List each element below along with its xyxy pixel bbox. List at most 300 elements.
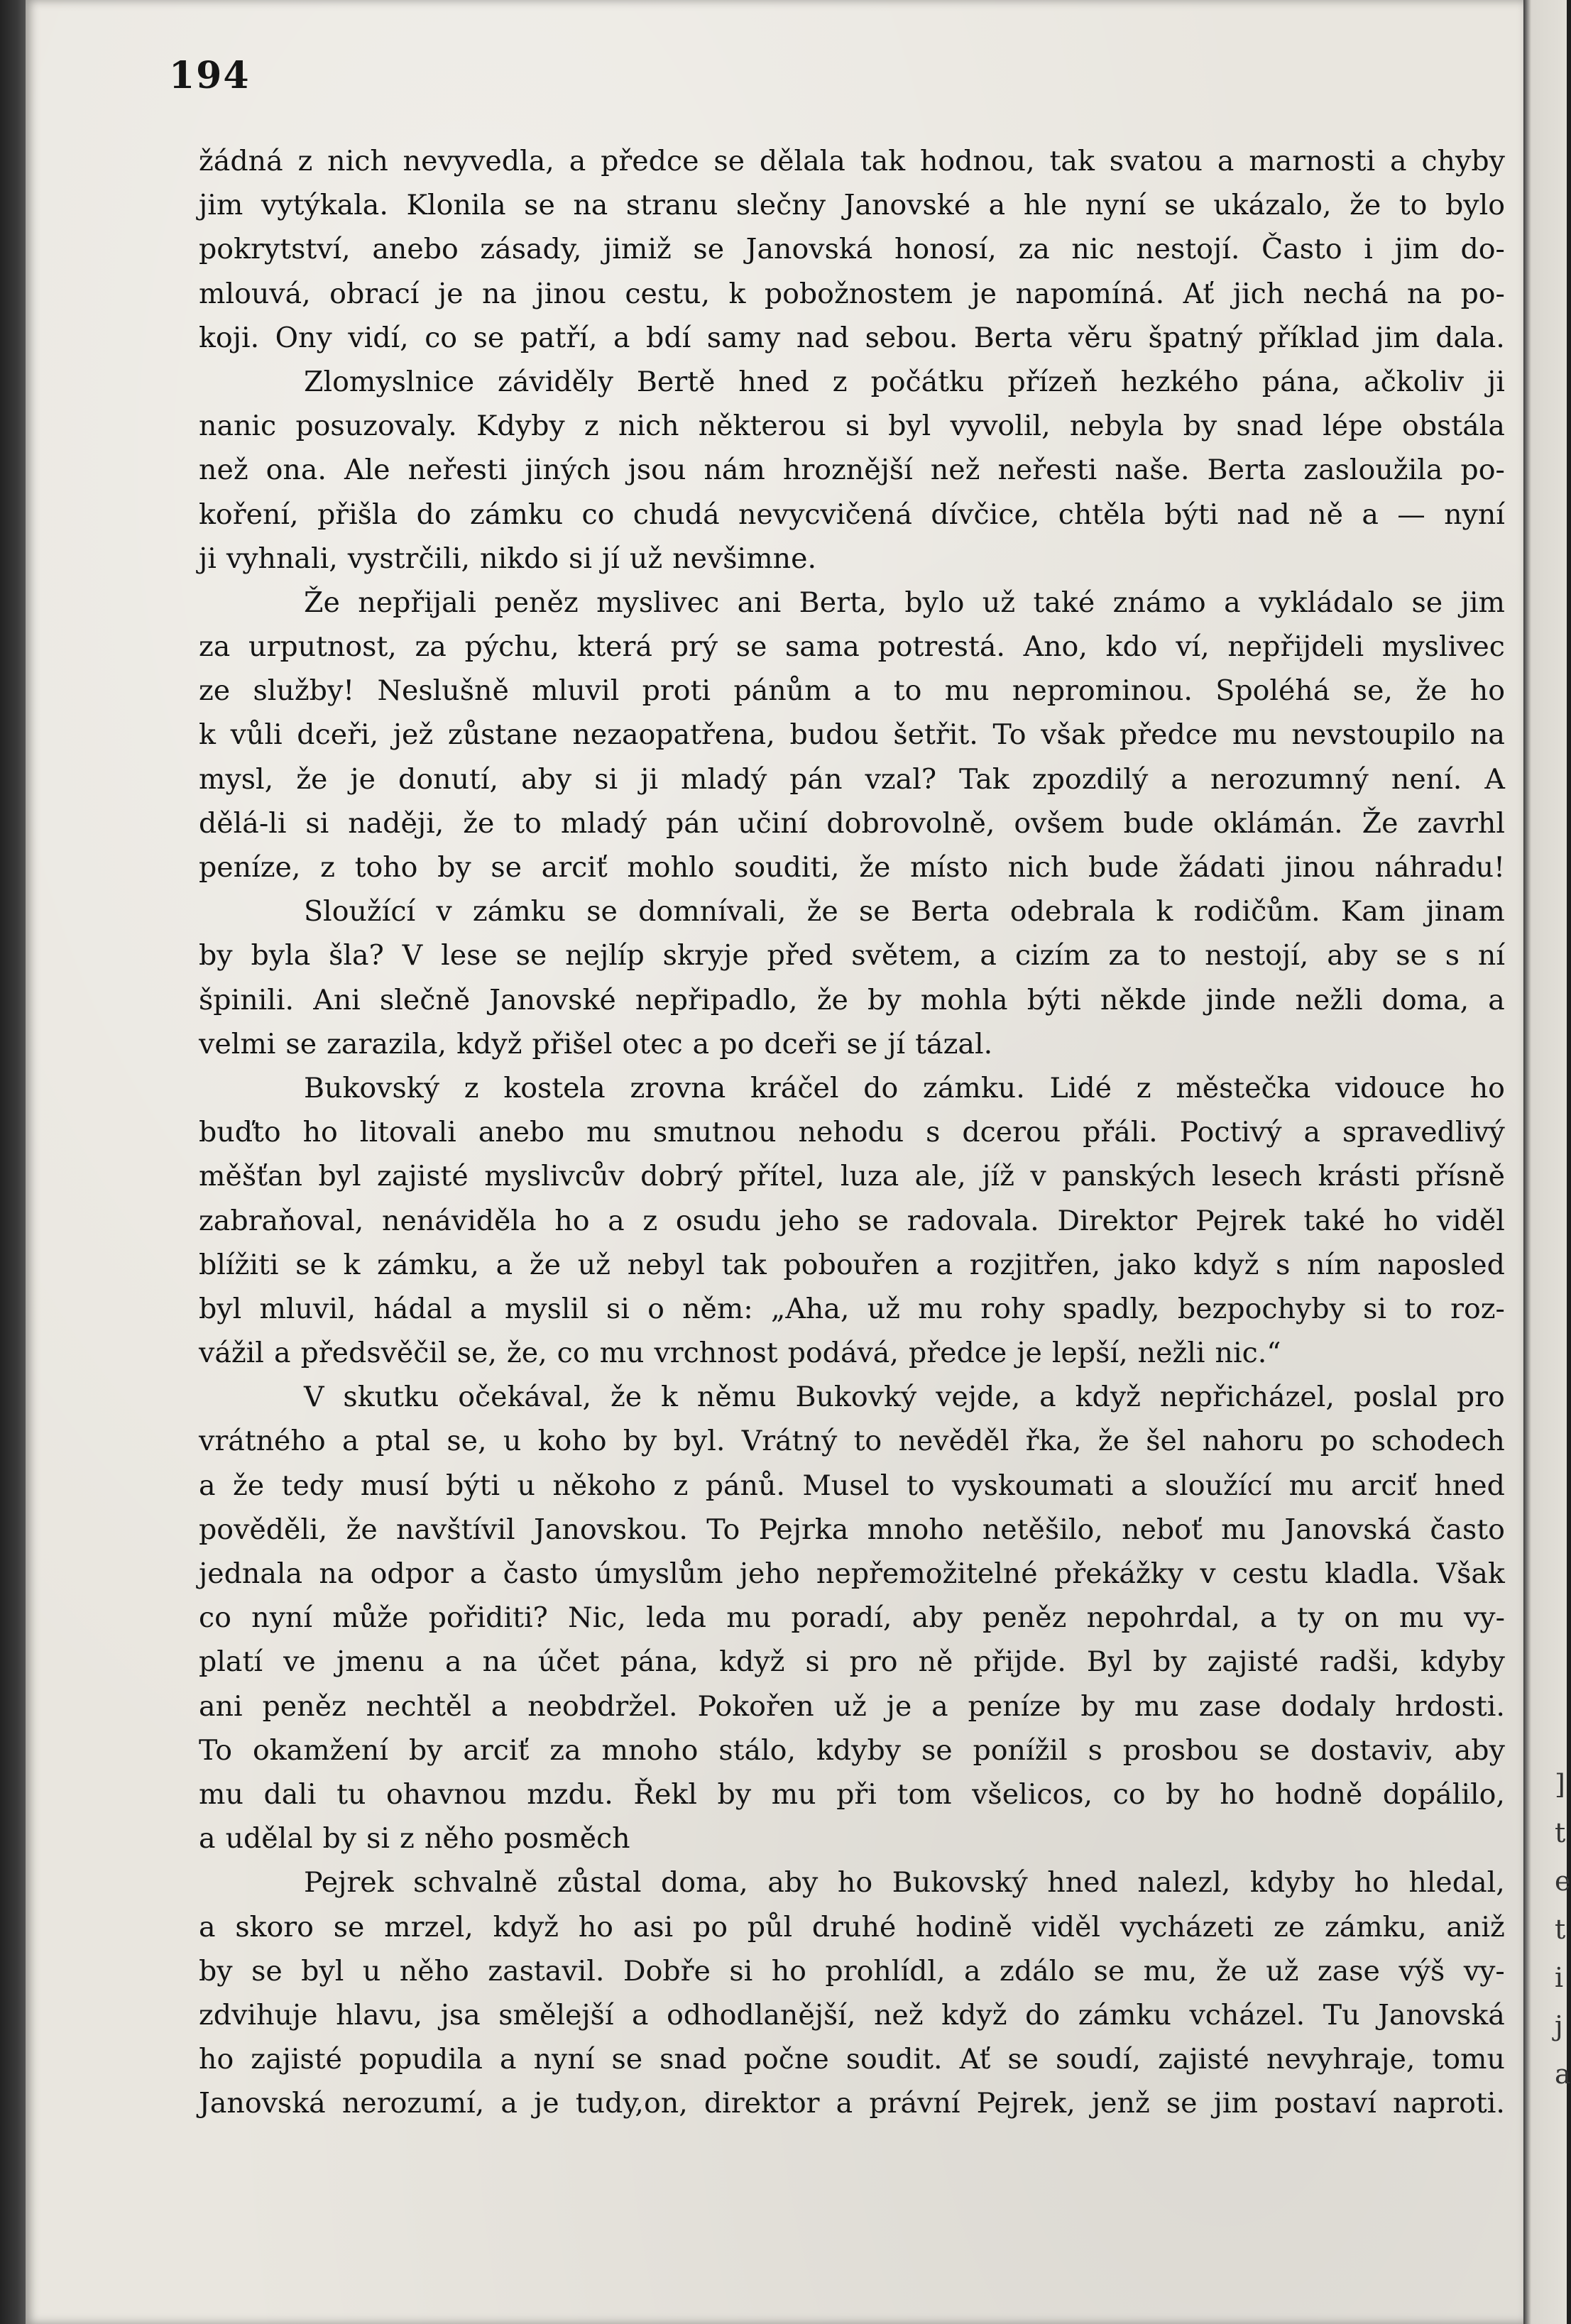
word: domnívali, — [638, 895, 787, 928]
word: si — [845, 410, 869, 443]
word: a — [836, 2087, 853, 2120]
word: druhé — [811, 1910, 897, 1944]
word: očekával, — [458, 1381, 592, 1414]
word: velmi — [199, 1027, 276, 1060]
word: obrací — [329, 277, 420, 310]
word: leda — [646, 1601, 706, 1635]
word: toho — [354, 851, 418, 884]
word: jich — [1232, 277, 1285, 310]
word: myslil — [504, 1292, 589, 1325]
word: v — [1030, 1160, 1046, 1193]
word: urputnost, — [248, 630, 397, 664]
word: peníze, — [199, 851, 301, 884]
word: popudila — [359, 2043, 483, 2076]
word: je — [886, 1689, 912, 1723]
word: do — [1025, 1998, 1061, 2032]
word: pořiditi? — [428, 1601, 548, 1635]
text-line — [199, 1684, 1505, 1728]
word: známo — [1112, 586, 1206, 619]
word: by — [1152, 1645, 1187, 1679]
word: peněz — [982, 1601, 1067, 1635]
word: vcházel. — [1189, 1998, 1305, 2032]
word: nepohrdal, — [1086, 1601, 1240, 1635]
word: hodině — [916, 1910, 1012, 1944]
word: zůstal — [557, 1866, 642, 1900]
word: o — [647, 1292, 664, 1325]
word: jim — [1213, 2087, 1259, 2120]
word: obstála — [1401, 410, 1505, 443]
word: na — [573, 189, 608, 222]
word: nevšimne. — [672, 542, 817, 575]
word: jako — [1117, 1248, 1177, 1281]
word: rozjitřen, — [969, 1248, 1101, 1281]
word: poradí, — [791, 1601, 892, 1635]
word: zasloužila — [1303, 454, 1443, 487]
word: Janovská — [1284, 1513, 1412, 1546]
text-line — [199, 801, 1505, 845]
word: tak — [721, 1248, 767, 1281]
word: platí — [199, 1645, 263, 1679]
word: ovšem — [1014, 806, 1105, 840]
word: neobdržel. — [527, 1689, 678, 1723]
word: k — [728, 277, 746, 310]
word: Poctivý — [1179, 1116, 1282, 1149]
word: do — [863, 1071, 899, 1105]
word: bude — [1123, 806, 1194, 840]
word: chtěla — [1058, 498, 1146, 531]
word: nevyhraje, — [1266, 2043, 1416, 2076]
word: byl — [199, 1292, 242, 1325]
word: dceři, — [297, 718, 379, 752]
word: dobrovolně, — [826, 806, 995, 840]
word: a — [980, 939, 997, 972]
word: donutí, — [398, 762, 499, 796]
word: hned — [1047, 1866, 1118, 1900]
word: ho — [771, 1954, 806, 1988]
word: udělal — [225, 1822, 313, 1856]
word: přijde. — [973, 1645, 1066, 1679]
word: přáli. — [1083, 1116, 1158, 1149]
word: je — [971, 277, 997, 310]
word: z — [464, 1071, 479, 1105]
word: jiných — [525, 454, 611, 487]
word: zavrhl — [1417, 806, 1505, 840]
word: nám — [704, 454, 765, 487]
word: peněz — [494, 586, 579, 619]
word: po- — [1460, 277, 1505, 310]
word: zastavil. — [488, 1954, 605, 1988]
word: bylo — [904, 586, 965, 619]
word: špinili. — [199, 983, 295, 1016]
word: co — [199, 1601, 231, 1635]
word: něho — [399, 1954, 469, 1988]
word: býti — [1027, 983, 1081, 1016]
word: ukázalo, — [1213, 189, 1332, 222]
word: z — [400, 1822, 415, 1856]
word: neřesti — [997, 454, 1097, 487]
word: zpozdilý — [1031, 762, 1149, 796]
word: zámku — [469, 498, 564, 531]
word: to — [853, 1425, 882, 1458]
word: myslivec — [596, 586, 720, 619]
word: ona. — [266, 454, 327, 487]
word: tedy — [281, 1469, 344, 1502]
word: také — [1033, 586, 1095, 619]
word: Ať — [959, 2043, 991, 2076]
word: naše. — [1115, 454, 1190, 487]
word: kostela — [503, 1071, 606, 1105]
word: mnoho — [867, 1513, 964, 1546]
word: Berta, — [799, 586, 887, 619]
word: úmyslům — [594, 1557, 723, 1590]
word: anebo — [478, 1116, 565, 1149]
word: arciť — [463, 1733, 530, 1767]
word: mohlo — [627, 851, 715, 884]
word: příklad — [1258, 321, 1359, 354]
text-line — [199, 1375, 1505, 1419]
gutter-letter: t — [1555, 1817, 1566, 1848]
word: šel — [1146, 1425, 1186, 1458]
word: když — [493, 1910, 559, 1944]
word: aby — [767, 1866, 819, 1900]
word: si — [569, 542, 592, 575]
word: mu — [726, 1601, 772, 1635]
word: nepřemožitelné — [816, 1557, 1038, 1590]
word: slečny — [735, 189, 826, 222]
word: dodaly — [1281, 1689, 1376, 1723]
word: a — [1303, 1116, 1321, 1149]
word: učiní — [738, 806, 808, 840]
word: Klonila — [406, 189, 506, 222]
word: ze — [1273, 1910, 1305, 1944]
word: v — [436, 895, 452, 928]
word: že, — [506, 1337, 547, 1370]
word: zdálo — [1000, 1954, 1075, 1988]
word: mladý — [560, 806, 647, 840]
word: dívčice, — [931, 498, 1040, 531]
word: mu — [1288, 1469, 1334, 1502]
word: nic.“ — [1215, 1337, 1281, 1370]
word: koho — [537, 1425, 607, 1458]
word: lesech — [1211, 1160, 1303, 1193]
word: se — [333, 1910, 365, 1944]
word: bezpochyby — [1177, 1292, 1345, 1325]
word: mrzel, — [384, 1910, 474, 1944]
word: zajisté — [1207, 1645, 1299, 1679]
word: skoro — [235, 1910, 314, 1944]
word: pobouřen — [783, 1248, 919, 1281]
word: se — [846, 1027, 878, 1060]
word: vůli — [230, 718, 283, 752]
word: a — [444, 1645, 462, 1679]
word: nežli — [1295, 983, 1363, 1016]
word: se — [858, 1204, 889, 1237]
word: se, — [447, 1425, 487, 1458]
word: pán — [789, 762, 843, 796]
word: než — [873, 1998, 924, 2032]
word: aby — [1454, 1733, 1505, 1767]
text-line — [199, 183, 1505, 227]
word: mu, — [1143, 1954, 1198, 1988]
word: Však — [1436, 1557, 1505, 1590]
word: než — [199, 454, 248, 487]
word: nad — [1237, 498, 1290, 531]
word: vážil — [199, 1337, 264, 1370]
word: jsa — [440, 1998, 481, 2032]
word: tak — [860, 145, 906, 177]
word: dala. — [1435, 321, 1505, 354]
word: Bukovký — [795, 1381, 917, 1414]
word: a — [569, 145, 586, 177]
word: Janovská — [199, 2087, 326, 2120]
word: je — [350, 762, 376, 796]
word: rodičům. — [1193, 895, 1320, 928]
word: mu — [1221, 1513, 1266, 1546]
word: Tu — [1323, 1998, 1360, 2032]
word: předce — [601, 145, 699, 177]
word: nanic — [199, 410, 277, 443]
word: nich — [327, 145, 388, 177]
word: jsou — [628, 454, 686, 487]
word: nejlíp — [565, 939, 645, 972]
word: a — [988, 189, 1006, 222]
page-number: 194 — [169, 54, 251, 97]
word: odebrala — [1009, 895, 1136, 928]
word: žádná — [199, 145, 283, 177]
word: hned — [738, 365, 809, 398]
scan-left-edge — [0, 0, 28, 2324]
word: která — [577, 630, 652, 664]
word: ho — [302, 1116, 338, 1149]
text-line — [199, 493, 1505, 537]
word: že — [296, 762, 328, 796]
word: předce — [1119, 718, 1218, 752]
word: na — [1407, 277, 1443, 310]
word: aby — [1327, 939, 1378, 972]
word: s — [926, 1116, 941, 1149]
word: městečka — [1176, 1071, 1311, 1105]
word: ně — [918, 1645, 953, 1679]
word: nebyla — [1069, 410, 1164, 443]
word: po — [1320, 1425, 1355, 1458]
word: předce — [908, 1337, 1007, 1370]
gutter-letter: e — [1555, 1865, 1571, 1897]
text-line — [199, 360, 1505, 404]
word: smutnou — [652, 1116, 777, 1149]
word: věru — [1068, 321, 1132, 354]
word: se — [1396, 939, 1427, 972]
word: cestu, — [625, 277, 710, 310]
word: výš — [1398, 1954, 1445, 1988]
word: by — [1183, 410, 1217, 443]
word: blížiti — [199, 1248, 279, 1281]
text-line — [199, 1419, 1505, 1463]
word: a — [632, 1998, 649, 2032]
word: ohavnou — [385, 1777, 507, 1811]
word: právní — [869, 2087, 960, 2120]
text-line — [199, 404, 1505, 448]
word: Že — [304, 586, 340, 619]
word: Řekl — [633, 1777, 697, 1811]
word: hodně — [1274, 1777, 1363, 1811]
word: může — [332, 1601, 409, 1635]
word: co — [425, 321, 458, 354]
word: a — [199, 1822, 216, 1856]
word: tak — [1049, 145, 1095, 177]
word: osudu — [675, 1204, 762, 1237]
word: že — [859, 851, 891, 884]
word: ním — [1307, 1248, 1361, 1281]
word: Bertě — [636, 365, 716, 398]
word: měšťan — [199, 1160, 302, 1193]
word: souditi, — [734, 851, 840, 884]
word: neprominou. — [1012, 674, 1193, 708]
word: si — [1363, 1292, 1386, 1325]
word: mysl, — [199, 762, 274, 796]
word: a — [1260, 1601, 1277, 1635]
word: nezaopatřena, — [572, 718, 775, 752]
word: to — [1404, 1292, 1433, 1325]
word: už — [982, 586, 1016, 619]
word: počne — [743, 2043, 829, 2076]
text-line — [199, 1199, 1505, 1243]
word: postaví — [1274, 2087, 1376, 2120]
word: nyní — [533, 2043, 595, 2076]
word: Direktor — [1057, 1204, 1178, 1237]
text-line — [199, 2081, 1505, 2125]
word: a — [964, 1954, 981, 1988]
word: Neslušně — [377, 674, 509, 708]
word: V — [402, 939, 423, 972]
word: a — [608, 1204, 625, 1237]
word: zajisté — [251, 2043, 343, 2076]
word: Bukovský — [892, 1866, 1028, 1900]
word: koji. — [199, 321, 260, 354]
word: nich — [1007, 851, 1069, 884]
word: Byl — [1086, 1645, 1132, 1679]
word: však — [1041, 718, 1105, 752]
word: když — [719, 1645, 785, 1679]
word: Pokořen — [697, 1689, 814, 1723]
word: otec — [622, 1027, 683, 1060]
word: rohy — [980, 1292, 1045, 1325]
word: mu — [1232, 718, 1277, 752]
word: jí — [602, 542, 620, 575]
word: kdo — [1105, 630, 1158, 664]
word: nežli — [1137, 1337, 1205, 1370]
word: lepší, — [1051, 1337, 1128, 1370]
word: spravedlivý — [1342, 1116, 1505, 1149]
word: Janovská — [1378, 1998, 1505, 2032]
word: lépe — [1323, 410, 1383, 443]
word: odhodlanější, — [667, 1998, 856, 2032]
word: sebou. — [865, 321, 958, 354]
word: se — [735, 630, 767, 664]
word: jim — [1394, 233, 1439, 266]
word: a — [1488, 983, 1505, 1016]
word: ho — [1220, 1777, 1255, 1811]
word: si — [594, 762, 618, 796]
gutter-letter: i — [1555, 1962, 1564, 1993]
word: z — [1136, 1071, 1151, 1105]
word: by — [1080, 1689, 1115, 1723]
word: před — [767, 939, 833, 972]
word: půl — [747, 1910, 793, 1944]
word: — — [1397, 498, 1425, 531]
word: vycházeti — [1120, 1910, 1254, 1944]
text-line — [199, 1640, 1505, 1684]
word: hodnou, — [919, 145, 1035, 177]
word: nich — [618, 410, 679, 443]
word: už — [629, 542, 663, 575]
word: a — [199, 1469, 216, 1502]
word: k — [199, 718, 216, 752]
word: snad — [1236, 410, 1303, 443]
word: s — [1276, 1248, 1291, 1281]
word: jinou — [1284, 851, 1355, 884]
word: svatou — [1109, 145, 1203, 177]
word: buďto — [199, 1116, 281, 1149]
word: krásti — [1318, 1160, 1400, 1193]
word: lese — [441, 939, 498, 972]
word: vy- — [1463, 1954, 1505, 1988]
body-text — [199, 139, 1505, 2125]
word: všelicos, — [972, 1777, 1093, 1811]
word: ve — [283, 1645, 316, 1679]
word: k — [1156, 895, 1173, 928]
word: schvalně — [413, 1866, 538, 1900]
word: bude — [1088, 851, 1159, 884]
word: se, — [456, 1337, 497, 1370]
word: se — [1166, 2087, 1198, 2120]
word: si — [606, 1292, 630, 1325]
word: radši, — [1319, 1645, 1400, 1679]
word: i — [1364, 233, 1373, 266]
word: mu — [199, 1777, 243, 1811]
word: některou — [698, 410, 826, 443]
word: ačkoliv — [1364, 365, 1465, 398]
word: radovala. — [907, 1204, 1039, 1237]
word: by — [437, 851, 471, 884]
word: okamžení — [252, 1733, 388, 1767]
word: nikdo — [480, 542, 559, 575]
word: by — [408, 1733, 443, 1767]
word: mzdu. — [527, 1777, 613, 1811]
word: proti — [642, 674, 711, 708]
word: by — [623, 1425, 657, 1458]
word: anebo — [372, 233, 459, 266]
text-line — [199, 889, 1505, 933]
word: ho — [1354, 1866, 1389, 1900]
word: do — [416, 498, 451, 531]
gutter-letter: a — [1555, 2059, 1571, 2090]
word: stranu — [625, 189, 718, 222]
word: kdyby — [1249, 1866, 1335, 1900]
word: mu — [599, 1337, 645, 1370]
text-line — [199, 933, 1505, 977]
gutter-letter: j — [1555, 2010, 1563, 2041]
word: byl — [301, 1954, 344, 1988]
word: jmenu — [336, 1645, 425, 1679]
word: se — [251, 1954, 283, 1988]
text-line — [199, 1287, 1505, 1331]
word: prohlídl, — [825, 1954, 946, 1988]
word: záviděly — [498, 365, 613, 398]
word: ani — [199, 1689, 243, 1723]
word: Janovská — [745, 233, 873, 266]
word: Bukovský — [304, 1071, 440, 1105]
text-line — [199, 1331, 1505, 1375]
